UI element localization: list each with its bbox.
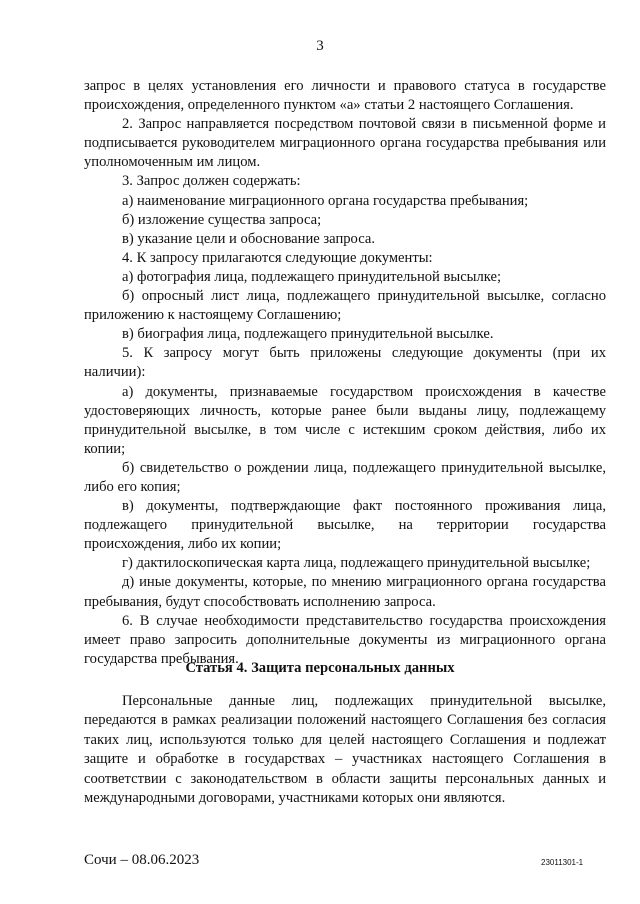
paragraph: в) указание цели и обоснование запроса. (122, 230, 376, 247)
page-number: 3 (316, 38, 324, 54)
body-text (84, 77, 606, 669)
paragraph: г) дактилоскопическая карта лица, подлежащего принудительной высылке; (122, 555, 591, 572)
paragraph: 4. К запросу прилагаются следующие документы: (122, 249, 433, 266)
paragraph: б) опросный лист лица, подлежащего принудительной высылке, согласно приложению к настоящему Соглашению; (84, 288, 606, 324)
paragraph: 3. Запрос должен содержать: (122, 173, 301, 190)
paragraph: в) документы, подтверждающие факт постоянного проживания лица, подлежащего принудительной высылке, на территории государства происхождения, либо их копии; (84, 498, 606, 553)
footer-doc-code: 23011301-1 (541, 858, 584, 867)
paragraph: д) иные документы, которые, по мнению миграционного органа государства пребывания, будут способствовать исполнению запроса. (84, 574, 606, 610)
paragraph: в) биография лица, подлежащего принудительной высылке. (122, 326, 494, 343)
section-heading: Статья 4. Защита персональных данных (185, 660, 455, 676)
paragraph: б) изложение существа запроса; (122, 211, 322, 228)
paragraph: б) свидетельство о рождении лица, подлежащего принудительной высылке, либо его копия; (84, 459, 606, 495)
paragraph: запрос в целях установления его личности и правового статуса в государстве происхождения, определенного пунктом «а» статьи 2 настоящего Соглашения. (84, 78, 606, 114)
paragraph: а) фотография лица, подлежащего принудительной высылке; (122, 268, 502, 285)
paragraph: 6. В случае необходимости представительство государства происхождения имеет право запросить дополнительные документы из миграционного органа государства пребывания. (84, 612, 606, 667)
paragraph: 2. Запрос направляется посредством почтовой связи в письменной форме и подписывается руководителем миграционного органа государства пребывания или уполномоченным им лицом. (84, 116, 606, 171)
paragraph: 5. К запросу могут быть приложены следующие документы (при их наличии): (84, 345, 606, 381)
paragraph: Персональные данные лиц, подлежащих принудительной высылке, передаются в рамках реализации положений настоящего Соглашения без согласия таких лиц, используются только для целей настоящего Соглашения и подлежат защите и обработке в государствах – участниках настоящего Соглашения в соответствии с законодательством в области защиты персональных данных и международными договорами, участниками которых они являются. (84, 693, 606, 807)
footer-place-date: Сочи – 08.06.2023 (84, 852, 200, 868)
paragraph: а) документы, признаваемые государством происхождения в качестве удостоверяющих личность, которые ранее были выданы лицу, подлежащему принудительной высылке, в том числе с истекшим сроком действия, либо их копии; (84, 383, 606, 457)
section-text (84, 692, 606, 808)
paragraph: а) наименование миграционного органа государства пребывания; (122, 192, 529, 209)
